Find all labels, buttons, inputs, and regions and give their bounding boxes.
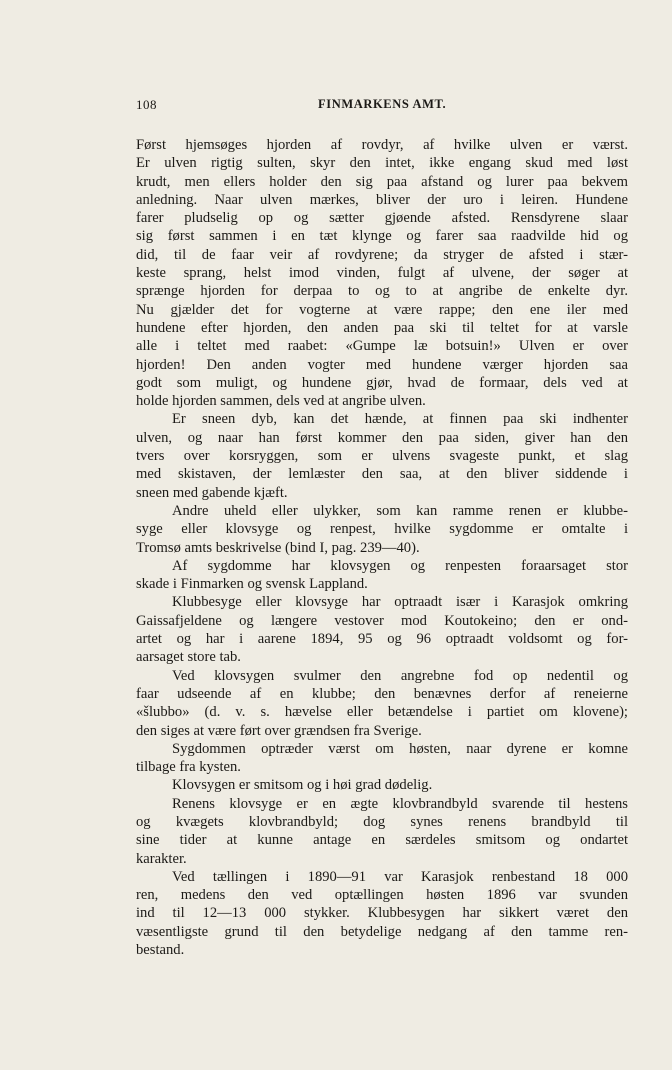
body-text [136, 136, 628, 959]
text-line: aarsaget store tab. [136, 649, 241, 666]
text-line: tilbage fra kysten. [136, 759, 241, 776]
text-line: ulven, og naar han først kommer den paa siden, giver han den [136, 429, 628, 446]
text-line: did, til de faar veir af rovdyrene; da stryger de afsted i stær- [136, 246, 628, 263]
text-line: faar udseende af en klubbe; den benævnes derfor af reneierne [136, 685, 628, 702]
text-line: anledning. Naar ulven mærkes, bliver der uro i leiren. Hundene [136, 191, 628, 208]
text-line: Sygdommen optræder værst om høsten, naar dyrene er komne [172, 740, 628, 757]
text-line: Andre uheld eller ulykker, som kan ramme renen er klubbe- [172, 502, 628, 519]
paragraph [136, 502, 628, 557]
text-line: artet og har i aarene 1894, 95 og 96 optraadt voldsomt og for- [136, 631, 628, 648]
text-line: «šlubbo» (d. v. s. hævelse eller betændelse i partiet om klovene); [136, 704, 628, 721]
paragraph [136, 868, 628, 959]
text-line: Er ulven rigtig sulten, skyr den intet, ikke engang skud med løst [136, 155, 628, 172]
page-number: 108 [136, 97, 157, 112]
text-line: skade i Finmarken og svensk Lappland. [136, 576, 368, 593]
text-line: syge eller klovsyge og renpest, hvilke sygdomme er omtalte i [136, 521, 628, 538]
text-line: Tromsø amts beskrivelse (bind I, pag. 239—40). [136, 539, 420, 556]
text-line: hundene efter hjorden, den anden paa ski til teltet for at varsle [136, 319, 628, 336]
text-line: sine tider at kunne antage en særdeles smitsom og ondartet [136, 832, 628, 849]
text-line: tvers over korsryggen, som er ulvens svageste punkt, et slag [136, 448, 628, 465]
text-line: den siges at være ført over grændsen fra Sverige. [136, 722, 422, 739]
text-line: Renens klovsyge er en ægte klovbrandbyld svarende til hestens [172, 795, 628, 812]
text-line: ind til 12—13 000 stykker. Klubbesygen har sikkert været den [136, 905, 628, 922]
paragraph [136, 795, 628, 868]
paragraph [136, 776, 628, 794]
text-line: Gaissafjeldene og længere vestover mod Koutokeino; den er ond- [136, 612, 628, 629]
text-line: Klubbesyge eller klovsyge har optraadt især i Karasjok omkring [172, 594, 628, 611]
text-line: Nu gjælder det for vogterne at være rappe; den ene iler med [136, 301, 628, 318]
paragraph [136, 593, 628, 666]
text-line: sneen med gabende kjæft. [136, 484, 288, 501]
text-line: ren, medens den ved optællingen høsten 1896 var svunden [136, 887, 628, 904]
text-line: farer pludselig op og sætter gjøende afsted. Rensdyrene slaar [136, 210, 628, 227]
page-header [136, 97, 628, 115]
text-line: alle i teltet med raabet: «Gumpe læ botsuin!» Ulven er over [136, 338, 628, 355]
paragraph [136, 410, 628, 501]
running-title: FINMARKENS AMT. [318, 97, 447, 111]
text-line: holde hjorden sammen, dels ved at angribe ulven. [136, 393, 426, 410]
paragraph [136, 557, 628, 594]
text-line: sprænge hjorden for derpaa to og to at angribe de enkelte dyr. [136, 283, 628, 300]
text-line: Ved klovsygen svulmer den angrebne fod op nedentil og [172, 667, 628, 684]
text-line: med skistaven, der lemlæster den saa, at den bliver siddende i [136, 466, 628, 483]
paragraph [136, 136, 628, 410]
paragraph [136, 667, 628, 740]
text-line: Klovsygen er smitsom og i høi grad dødelig. [172, 777, 433, 794]
paragraph [136, 740, 628, 777]
text-line: bestand. [136, 942, 185, 959]
text-line: Først hjemsøges hjorden af rovdyr, af hvilke ulven er værst. [136, 137, 628, 153]
text-line: væsentligste grund til den betydelige nedgang af den tamme ren- [136, 923, 628, 940]
text-line: Ved tællingen i 1890—91 var Karasjok renbestand 18 000 [172, 868, 628, 885]
text-line: sig først sammen i en tæt klynge og farer saa raadvilde hid og [136, 228, 628, 245]
text-line: karakter. [136, 850, 187, 867]
text-line: Er sneen dyb, kan det hænde, at finnen paa ski indhenter [172, 411, 628, 428]
text-line: krudt, men ellers holder den sig paa afstand og lurer paa bekvem [136, 173, 628, 190]
text-line: og kvægets klovbrandbyld; dog synes renens brandbyld til [136, 813, 628, 830]
text-line: Af sygdomme har klovsygen og renpesten foraarsaget stor [172, 557, 628, 574]
text-line: keste sprang, helst imod vinden, fulgt af ulvene, der søger at [136, 265, 628, 282]
text-line: hjorden! Den anden vogter med hundene værger hjorden saa [136, 356, 628, 373]
text-line: godt som muligt, og hundene gjør, hvad de formaar, dels ved at [136, 374, 628, 391]
